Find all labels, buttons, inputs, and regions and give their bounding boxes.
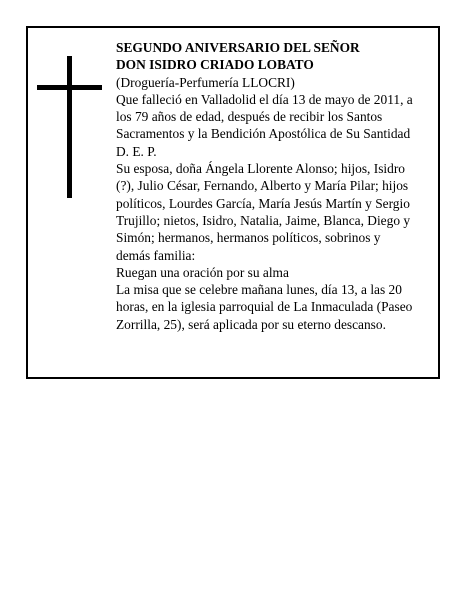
notice-title-line-1: SEGUNDO ANIVERSARIO DEL SEÑOR	[116, 40, 360, 55]
notice-text	[116, 39, 434, 333]
notice-body-line: demás familia:	[116, 247, 196, 263]
notice-body-line: Simón; hermanos, hermanos políticos, sobrinos y	[116, 230, 381, 246]
notice-body-line: Su esposa, doña Ángela Llorente Alonso; hijos, Isidro	[116, 161, 405, 177]
notice-body-line: políticos, Lourdes García, María Jesús Martín y Sergio	[116, 195, 410, 211]
notice-body-line: Trujillo; nietos, Isidro, Natalia, Jaime, Blanca, Diego y	[116, 212, 411, 228]
notice-body-line: La misa que se celebre mañana lunes, día 13, a las 20	[116, 282, 402, 298]
notice-body-line: D. E. P.	[116, 143, 157, 159]
notice-body-line: Ruegan una oración por su alma	[116, 264, 289, 280]
cross-vertical-bar	[67, 56, 72, 198]
notice-title-line-2: DON ISIDRO CRIADO LOBATO	[116, 57, 314, 73]
notice-body-line: (Droguería-Perfumería LLOCRI)	[116, 74, 295, 90]
notice-body-line: Que falleció en Valladolid el día 13 de mayo de 2011, a	[116, 91, 413, 107]
notice-body-line: Zorrilla, 25), será aplicada por su eterno descanso.	[116, 316, 386, 332]
notice-body-line: los 79 años de edad, después de recibir los Santos	[116, 109, 383, 125]
notice-body-line: (?), Julio César, Fernando, Alberto y María Pilar; hijos	[116, 178, 409, 194]
obituary-notice	[26, 26, 440, 379]
notice-body-line: Sacramentos y la Bendición Apostólica de Su Santidad	[116, 126, 411, 142]
notice-body-line: horas, en la iglesia parroquial de La Inmaculada (Paseo	[116, 299, 413, 315]
cross-horizontal-bar	[37, 85, 102, 90]
